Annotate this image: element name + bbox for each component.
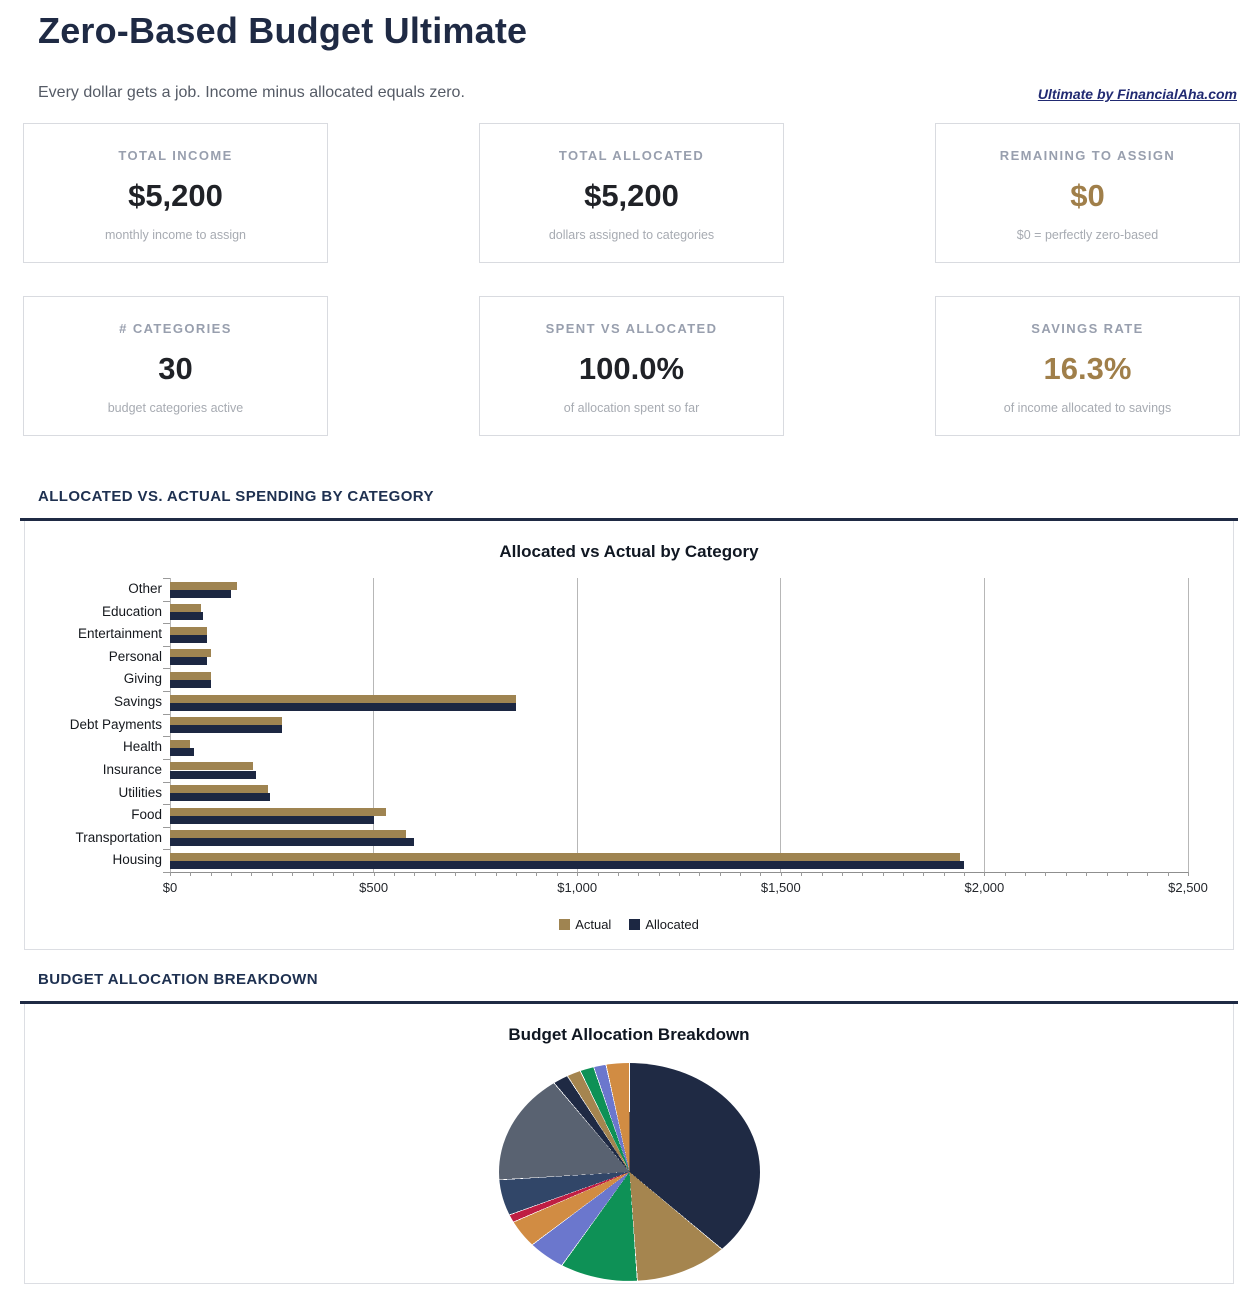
stat-card-savings-rate (935, 296, 1240, 436)
brand-link[interactable]: Ultimate by FinancialAha.com (1037, 86, 1237, 102)
allocated-bar (170, 635, 207, 643)
x-axis-minor-tick (944, 872, 945, 876)
x-axis-minor-tick (862, 872, 863, 876)
x-axis-tick-label: $2,500 (1168, 880, 1208, 895)
x-axis-minor-tick (720, 872, 721, 876)
x-axis-minor-tick (618, 872, 619, 876)
allocated-bar (170, 793, 270, 801)
legend-label: Allocated (645, 917, 699, 932)
x-axis-minor-tick (598, 872, 599, 876)
y-axis-tick (163, 849, 170, 850)
stat-card-remaining-to-assign (935, 123, 1240, 263)
stat-card-total-allocated (479, 123, 784, 263)
stat-cards (23, 123, 1240, 436)
allocated-bar (170, 657, 207, 665)
x-axis-minor-tick (333, 872, 334, 876)
x-axis-minor-tick (1045, 872, 1046, 876)
legend-swatch (559, 919, 570, 930)
x-axis-minor-tick (679, 872, 680, 876)
x-axis-minor-tick (313, 872, 314, 876)
x-axis-minor-tick (394, 872, 395, 876)
y-axis-tick (163, 827, 170, 828)
bar-chart-panel (24, 521, 1234, 950)
stat-value: $0 (1070, 177, 1105, 213)
y-axis-tick (163, 759, 170, 760)
actual-bar (170, 695, 516, 703)
stat-caption: $0 = perfectly zero-based (1016, 228, 1159, 242)
allocated-bar (170, 590, 231, 598)
section-title-allocated-vs-actual: ALLOCATED VS. ACTUAL SPENDING BY CATEGORY (38, 488, 434, 505)
bar-chart-plot-area (69, 578, 1208, 895)
x-axis-minor-tick (272, 872, 273, 876)
actual-bar (170, 808, 386, 816)
legend-swatch (629, 919, 640, 930)
bar-chart-legend (25, 917, 1233, 932)
bar-row-debt-payments (69, 714, 1188, 737)
x-axis-minor-tick (292, 872, 293, 876)
x-axis-minor-tick (251, 872, 252, 876)
x-axis-tick-label: $500 (359, 880, 389, 895)
y-axis-tick (163, 691, 170, 692)
stat-label: REMAINING TO ASSIGN (999, 148, 1176, 163)
x-axis-minor-tick (659, 872, 660, 876)
allocated-bar (170, 680, 211, 688)
stat-card-categories (23, 296, 328, 436)
y-axis-tick (163, 782, 170, 783)
allocated-bar (170, 725, 282, 733)
actual-bar (170, 830, 406, 838)
x-axis-minor-tick (1168, 872, 1169, 876)
stat-caption: budget categories active (107, 401, 244, 415)
legend-item-allocated (629, 917, 698, 932)
bar-row-personal (108, 646, 1188, 669)
y-axis-tick (163, 872, 170, 873)
stat-caption: of income allocated to savings (1003, 401, 1172, 415)
stat-card-spent-vs-allocated (479, 296, 784, 436)
actual-bar (170, 672, 211, 680)
x-axis-minor-tick (1127, 872, 1128, 876)
bar-row-housing (112, 849, 1188, 872)
y-axis-tick (163, 601, 170, 602)
y-axis-tick (163, 623, 170, 624)
x-axis-tick-label: $0 (162, 880, 178, 895)
category-label: Giving (123, 671, 162, 687)
category-label: Other (128, 581, 162, 596)
bar-chart-title: Allocated vs Actual by Category (499, 542, 759, 561)
x-axis-minor-tick (1025, 872, 1026, 876)
stat-label: SPENT VS ALLOCATED (545, 321, 718, 336)
x-axis-minor-tick (801, 872, 802, 876)
x-axis-minor-tick (964, 872, 965, 876)
x-axis-minor-tick (984, 872, 985, 876)
category-label: Education (101, 603, 162, 619)
stat-label: TOTAL INCOME (118, 148, 233, 163)
bar-chart-section (0, 488, 1258, 950)
x-axis-minor-tick (190, 872, 191, 876)
actual-bar (170, 627, 207, 635)
y-axis-tick (163, 646, 170, 647)
x-axis-minor-tick (516, 872, 517, 876)
category-label: Entertainment (77, 626, 162, 642)
category-label: Utilities (118, 784, 162, 800)
category-label: Personal (108, 648, 162, 664)
page-subtitle: Every dollar gets a job. Income minus allocated equals zero. (38, 84, 465, 101)
category-label: Health (122, 739, 162, 755)
category-label: Insurance (102, 761, 162, 777)
x-axis-minor-tick (496, 872, 497, 876)
pie-chart-panel (24, 1004, 1234, 1284)
x-axis-minor-tick (475, 872, 476, 876)
x-axis-minor-tick (781, 872, 782, 876)
x-axis-minor-tick (842, 872, 843, 876)
category-label: Food (131, 807, 162, 823)
x-axis-minor-tick (740, 872, 741, 876)
x-axis-minor-tick (353, 872, 354, 876)
x-axis-minor-tick (536, 872, 537, 876)
x-axis-minor-tick (577, 872, 578, 876)
y-axis-tick (163, 736, 170, 737)
bar-row-food (131, 804, 1188, 827)
legend-item-actual (559, 917, 611, 932)
x-axis-tick-label: $1,500 (760, 880, 801, 895)
stat-caption: dollars assigned to categories (548, 228, 715, 242)
bar-row-giving (123, 668, 1188, 691)
pie-chart (499, 1063, 760, 1281)
allocated-bar (170, 838, 414, 846)
x-axis-minor-tick (1107, 872, 1108, 876)
x-axis-minor-tick (923, 872, 924, 876)
category-label: Transportation (75, 829, 162, 845)
stat-value: 16.3% (1043, 350, 1132, 386)
y-axis-tick (163, 578, 170, 579)
legend-label: Actual (575, 917, 612, 932)
stat-value: 100.0% (578, 350, 685, 386)
bar-row-education (101, 601, 1188, 624)
bar-row-transportation (75, 827, 1188, 850)
stat-value: 30 (158, 350, 193, 386)
actual-bar (170, 785, 268, 793)
bar-row-utilities (118, 782, 1188, 805)
pie-chart-section (0, 971, 1258, 1284)
allocated-bar (170, 861, 964, 869)
y-axis-tick (163, 714, 170, 715)
actual-bar (170, 762, 253, 770)
category-label: Debt Payments (69, 716, 162, 732)
x-axis-tick-label: $2,000 (964, 880, 1005, 895)
actual-bar (170, 853, 960, 861)
x-axis-minor-tick (374, 872, 375, 876)
stat-value: $5,200 (584, 177, 679, 213)
bar-row-entertainment (77, 623, 1188, 646)
allocated-bar (170, 703, 516, 711)
y-axis-tick (163, 804, 170, 805)
x-axis-minor-tick (414, 872, 415, 876)
allocated-bar (170, 816, 374, 824)
pie-chart-title: Budget Allocation Breakdown (508, 1025, 750, 1044)
x-axis-minor-tick (1147, 872, 1148, 876)
category-label: Savings (113, 694, 162, 710)
x-axis-minor-tick (760, 872, 761, 876)
stat-label: TOTAL ALLOCATED (558, 148, 705, 163)
x-axis-minor-tick (557, 872, 558, 876)
x-axis-minor-tick (231, 872, 232, 876)
page-title: Zero-Based Budget Ultimate (38, 10, 528, 51)
x-axis-minor-tick (699, 872, 700, 876)
x-axis-minor-tick (1188, 872, 1189, 876)
allocated-bar (170, 612, 203, 620)
x-axis-minor-tick (1005, 872, 1006, 876)
stat-label: SAVINGS RATE (1031, 321, 1144, 336)
stat-card-total-income (23, 123, 328, 263)
x-axis-minor-tick (435, 872, 436, 876)
x-axis-minor-tick (822, 872, 823, 876)
y-axis-tick (163, 668, 170, 669)
allocated-bar (170, 771, 256, 779)
stat-caption: monthly income to assign (104, 228, 247, 242)
x-axis-minor-tick (883, 872, 884, 876)
x-axis-minor-tick (638, 872, 639, 876)
allocated-bar (170, 748, 194, 756)
stat-caption: of allocation spent so far (563, 401, 700, 415)
actual-bar (170, 649, 211, 657)
actual-bar (170, 740, 190, 748)
x-axis-minor-tick (455, 872, 456, 876)
x-axis-tick-label: $1,000 (557, 880, 598, 895)
bar-row-health (122, 736, 1188, 759)
x-axis-minor-tick (903, 872, 904, 876)
actual-bar (170, 582, 237, 590)
x-axis-minor-tick (170, 872, 171, 876)
bar-row-other (128, 578, 1188, 601)
actual-bar (170, 604, 201, 612)
section-title-budget-breakdown: BUDGET ALLOCATION BREAKDOWN (38, 971, 318, 988)
category-label: Housing (112, 852, 162, 868)
x-axis-minor-tick (1066, 872, 1067, 876)
stat-label: # CATEGORIES (119, 321, 232, 336)
stat-value: $5,200 (128, 177, 223, 213)
bar-row-insurance (102, 759, 1188, 782)
bar-row-savings (113, 691, 1188, 714)
actual-bar (170, 717, 282, 725)
x-axis-minor-tick (1086, 872, 1087, 876)
x-axis-minor-tick (211, 872, 212, 876)
